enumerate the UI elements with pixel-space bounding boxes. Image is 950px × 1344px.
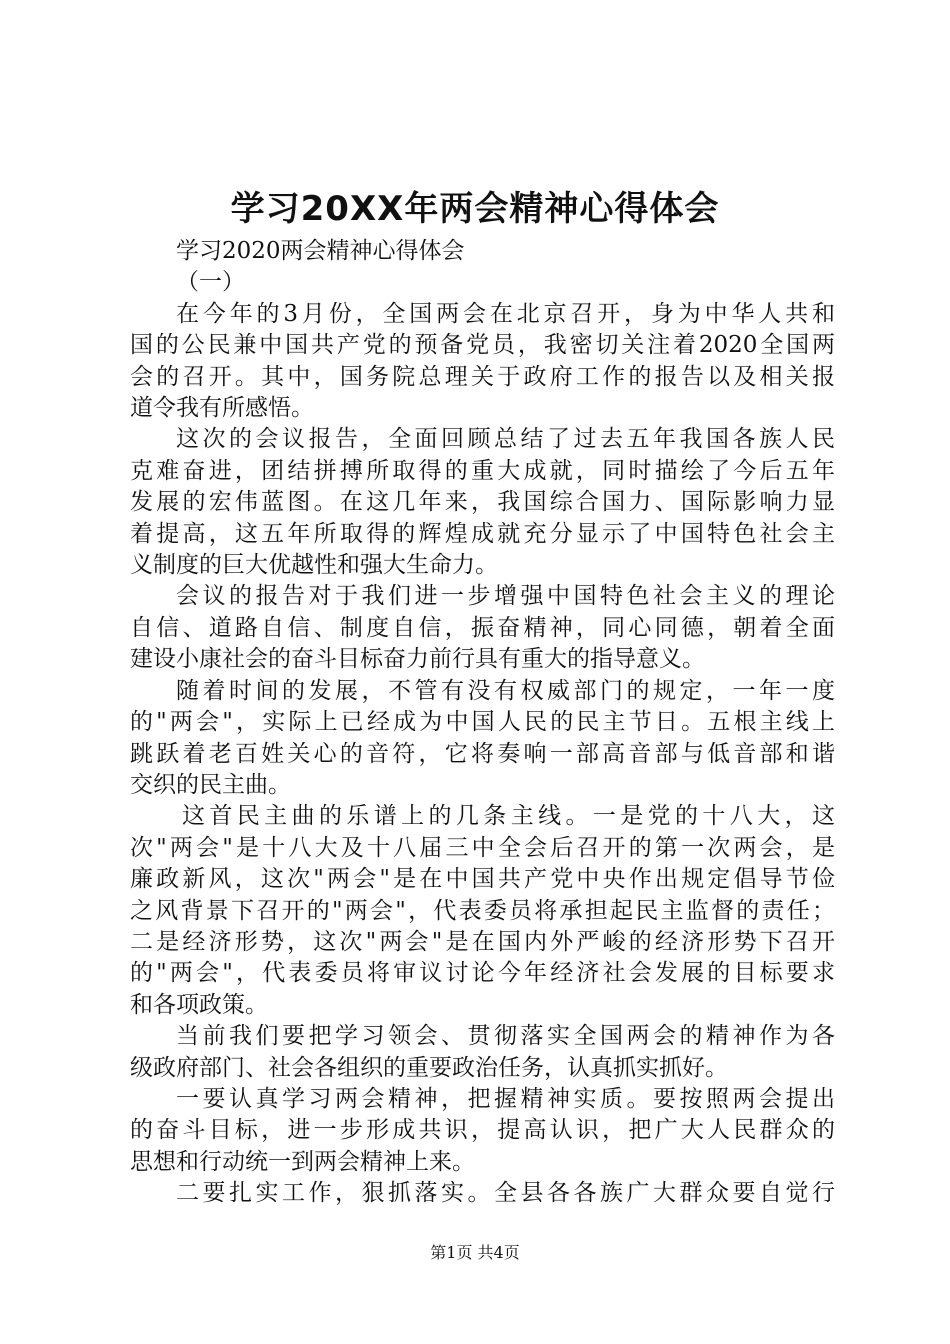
paragraph-line: 思想和行动统一到两会精神上来。: [130, 1148, 475, 1175]
paragraph-line: 这首民主曲的乐谱上的几条主线。一是党的十八大，这: [182, 803, 835, 830]
paragraph-line: 会的召开。其中，国务院总理关于政府工作的报告以及相关报: [130, 363, 835, 390]
paragraph-line: 级政府部门、社会各组织的重要政治任务，认真抓实抓好。: [130, 1054, 728, 1081]
paragraph-line: 着提高，这五年所取得的辉煌成就充分显示了中国特色社会主: [130, 520, 835, 547]
paragraph-line: 的"两会"，实际上已经成为中国人民的民主节日。五根主线上: [130, 709, 835, 736]
paragraph-line: 国的公民兼中国共产党的预备党员，我密切关注着2020全国两: [130, 332, 835, 359]
paragraph-line: 和各项政策。: [130, 991, 268, 1018]
paragraph-line: 二要扎实工作，狠抓落实。全县各各族广大群众要自觉行: [176, 1180, 835, 1207]
paragraph-line: 克难奋进，团结拼搏所取得的重大成就，同时描绘了今后五年: [130, 457, 835, 484]
paragraph-line: 的奋斗目标，进一步形成共识，提高认识，把广大人民群众的: [130, 1117, 835, 1144]
paragraph-line: 之风背景下召开的"两会"，代表委员将承担起民主监督的责任；: [130, 897, 835, 924]
document-body: [130, 236, 835, 1210]
section-marker: （一）: [176, 269, 245, 296]
paragraph-line: 义制度的巨大优越性和强大生命力。: [130, 552, 498, 579]
paragraph-line: 随着时间的发展，不管有没有权威部门的规定，一年一度: [176, 677, 835, 704]
page-footer: 第1页 共4页: [430, 1243, 520, 1262]
paragraph-line: 的"两会"，代表委员将审议讨论今年经济社会发展的目标要求: [130, 960, 835, 987]
paragraph-line: 跳跃着老百姓关心的音符，它将奏响一部高音部与低音部和谐: [130, 740, 835, 767]
paragraph-line: 次"两会"是十八大及十八届三中全会后召开的第一次两会，是: [130, 834, 835, 861]
paragraph-line: 发展的宏伟蓝图。在这几年来，我国综合国力、国际影响力显: [130, 489, 835, 516]
paragraph-line: 在今年的3月份，全国两会在北京召开，身为中华人共和: [176, 300, 835, 327]
paragraph-line: 一要认真学习两会精神，把握精神实质。要按照两会提出: [176, 1085, 835, 1112]
paragraph-line: 自信、道路自信、制度自信，振奋精神，同心同德，朝着全面: [130, 614, 835, 641]
paragraph-line: 廉政新风，这次"两会"是在中国共产党中央作出规定倡导节俭: [130, 866, 835, 893]
paragraph-line: 会议的报告对于我们进一步增强中国特色社会主义的理论: [176, 583, 835, 610]
paragraph-line: 二是经济形势，这次"两会"是在国内外严峻的经济形势下召开: [130, 928, 835, 955]
paragraph-line: 这次的会议报告，全面回顾总结了过去五年我国各族人民: [176, 426, 835, 453]
paragraph-line: 建设小康社会的奋斗目标奋力前行具有重大的指导意义。: [130, 646, 705, 673]
paragraph-line: 道令我有所感悟。: [130, 395, 314, 422]
document-title: 学习20XX年两会精神心得体会: [230, 189, 720, 229]
paragraph-line: 交织的民主曲。: [130, 771, 291, 798]
subtitle: 学习2020两会精神心得体会: [176, 238, 465, 264]
paragraph-line: 当前我们要把学习领会、贯彻落实全国两会的精神作为各: [176, 1023, 835, 1050]
